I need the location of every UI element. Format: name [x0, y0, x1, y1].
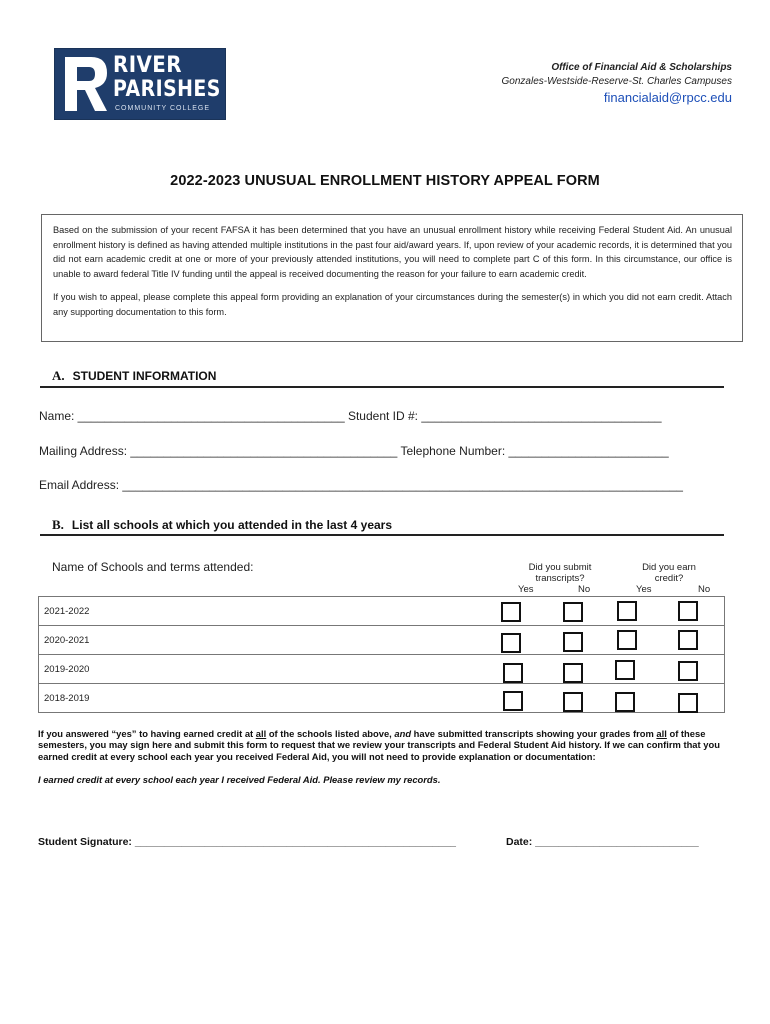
instructions-text-2: of the schools listed above,: [266, 728, 395, 739]
review-instructions: [38, 728, 728, 762]
office-name: Office of Financial Aid & Scholarships: [551, 62, 732, 73]
row-2020-2021-submit-no-checkbox[interactable]: [563, 632, 583, 652]
row-2020-2021-credit-yes-checkbox[interactable]: [617, 630, 637, 650]
term-cell[interactable]: 2019-2020: [39, 655, 488, 684]
section-a-letter: A.: [52, 368, 65, 383]
row-2021-2022-credit-yes-checkbox[interactable]: [617, 601, 637, 621]
attestation-statement: I earned credit at every school each year I received Federal Aid. Please review my records.: [38, 774, 441, 785]
date-field[interactable]: Date: ____________________________: [506, 836, 699, 848]
row-2020-2021-credit-no-checkbox[interactable]: [678, 630, 698, 650]
row-2021-2022-credit-no-checkbox[interactable]: [678, 601, 698, 621]
row-2020-2021-submit-yes-checkbox[interactable]: [501, 633, 521, 653]
logo-word-parishes: PARISHES: [113, 77, 221, 102]
section-b-rule: [40, 534, 724, 536]
term-cell[interactable]: 2018-2019: [39, 684, 488, 713]
student-signature-field[interactable]: Student Signature: _______________________________________________________: [38, 836, 457, 848]
address-telephone-field[interactable]: Mailing Address: ________________________________________ Telephone Number: ________________________: [39, 444, 669, 458]
email-address-field[interactable]: Email Address: ____________________________________________________________________________________: [39, 478, 683, 492]
row-2018-2019-credit-no-checkbox[interactable]: [678, 693, 698, 713]
instructions-text-1: If you answered “yes” to having earned credit at: [38, 728, 256, 739]
credit-yes-label: Yes: [636, 584, 652, 595]
earn-credit-question: Did you earn credit?: [642, 562, 696, 584]
row-2019-2020-credit-no-checkbox[interactable]: [678, 661, 698, 681]
section-a-rule: [40, 386, 724, 388]
section-b-letter: B.: [52, 517, 64, 532]
section-a-title: STUDENT INFORMATION: [72, 369, 217, 383]
term-cell[interactable]: 2020-2021: [39, 626, 488, 655]
campuses-list: Gonzales-Westside-Reserve-St. Charles Campuses: [501, 76, 732, 87]
logo-word-river: RIVER: [113, 53, 182, 78]
row-2019-2020-submit-no-checkbox[interactable]: [563, 663, 583, 683]
name-student-id-field[interactable]: Name: ________________________________________ Student ID #: ____________________________________: [39, 409, 662, 423]
credit-no-label: No: [698, 584, 711, 595]
row-2019-2020-submit-yes-checkbox[interactable]: [503, 663, 523, 683]
schools-label: Name of Schools and terms attended:: [52, 560, 254, 574]
financial-aid-email-link[interactable]: financialaid@rpcc.edu: [603, 90, 732, 105]
submit-no-label: No: [578, 584, 591, 595]
instructions-text-3: have submitted transcripts showing your grades from: [411, 728, 657, 739]
row-2021-2022-submit-no-checkbox[interactable]: [563, 602, 583, 622]
section-b-title: List all schools at which you attended in the last 4 years: [71, 518, 393, 532]
instructions-all-emphasis-2: all: [656, 728, 667, 739]
instructions-text-4: of these semesters, you may sign here and submit this form to request that we review your transcripts and Federal Student Aid history. If we can confirm that you earned credit at every school each year you received Federal Aid, you will not need to provide explanation or documentation:: [38, 728, 720, 762]
intro-paragraph-2: If you wish to appeal, please complete this appeal form providing an explanation of your circumstances during the semester(s) in which you did not earn credit. Attach any supporting documentation to this form.: [53, 292, 732, 317]
college-logo: [54, 48, 226, 120]
form-title: 2022-2023 UNUSUAL ENROLLMENT HISTORY APPEAL FORM: [170, 173, 600, 189]
river-r-logo-icon: [61, 53, 111, 115]
instructions-all-emphasis-1: all: [255, 728, 267, 739]
logo-word-community-college: COMMUNITY COLLEGE: [115, 105, 211, 112]
section-b-heading: [52, 517, 392, 533]
row-2018-2019-submit-no-checkbox[interactable]: [563, 692, 583, 712]
submit-transcripts-header: [500, 562, 620, 595]
row-2021-2022-submit-yes-checkbox[interactable]: [501, 602, 521, 622]
row-2018-2019-credit-yes-checkbox[interactable]: [615, 692, 635, 712]
row-2018-2019-submit-yes-checkbox[interactable]: [503, 691, 523, 711]
section-a-heading: [52, 368, 216, 384]
submit-yes-label: Yes: [518, 584, 534, 595]
intro-box: [41, 214, 743, 342]
instructions-and-emphasis: and: [394, 728, 412, 739]
earn-credit-header: [612, 562, 726, 595]
term-cell[interactable]: 2021-2022: [39, 597, 488, 626]
submit-transcripts-question: Did you submit transcripts?: [528, 562, 592, 584]
intro-paragraph-1: Based on the submission of your recent FAFSA it has been determined that you have an unusual enrollment history while receiving Federal Student Aid. An unusual enrollment history is defined as having attended multiple institutions in the past four aid/award years. If, upon review of your academic records, it is determined that you did not earn academic credit at one or more of your previously attended institutions, you will need to complete part C of this form. In this circumstance, our office is unable to award federal Title IV funding until the appeal is received documenting the reason for your failure to earn academic credit.: [53, 225, 732, 279]
row-2019-2020-credit-yes-checkbox[interactable]: [615, 660, 635, 680]
